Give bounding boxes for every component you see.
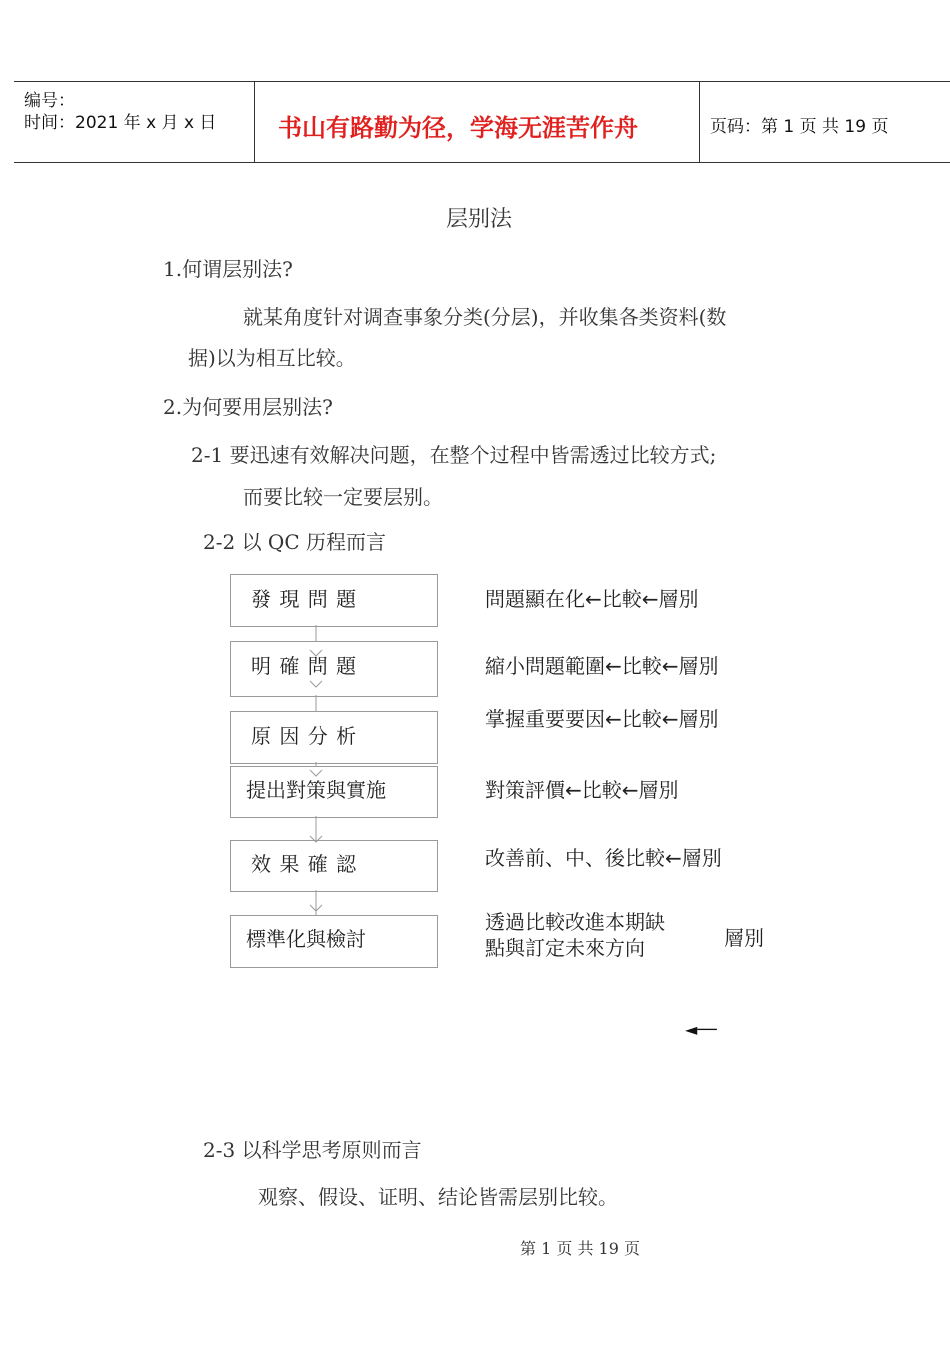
flow-note: 縮小問題範圍←比較←層別 xyxy=(485,654,719,678)
paragraph-line: 观察、假设、证明、结论皆需层别比较。 xyxy=(258,1185,618,1209)
flow-step-label: 提出對策與實施 xyxy=(246,778,386,802)
flow-step-label: 原 因 分 析 xyxy=(251,724,358,748)
flow-note: 掌握重要要因←比較←層別 xyxy=(485,707,719,731)
paragraph-line: 而要比较一定要层别。 xyxy=(243,485,443,509)
flow-step-label: 標準化與檢討 xyxy=(246,927,366,951)
flow-step-label: 效 果 確 認 xyxy=(251,852,358,876)
subsection-2-2: 2-2 以 QC 历程而言 xyxy=(203,530,386,554)
page-footer: 第 1 页 共 19 页 xyxy=(520,1239,640,1258)
section-heading-2: 2.为何要用层别法? xyxy=(163,395,333,419)
header-page-label: 页码：第 1 页 共 19 页 xyxy=(710,117,889,137)
header-motto: 书山有路勤为径，学海无涯苦作舟 xyxy=(278,114,638,142)
subsection-2-3: 2-3 以科学思考原则而言 xyxy=(203,1138,422,1162)
flow-note: 點與訂定未來方向 xyxy=(485,936,645,960)
flow-note-tail: 層別 xyxy=(724,926,764,950)
flow-step-label: 發 現 問 題 xyxy=(251,587,358,611)
flow-note: 問題顯在化←比較←層別 xyxy=(485,587,699,611)
paragraph-line: 据)以为相互比较。 xyxy=(188,346,356,370)
page-title: 层别法 xyxy=(446,207,513,232)
flow-note: 改善前、中、後比較←層別 xyxy=(485,846,722,870)
flow-note: 透過比較改進本期缺 xyxy=(485,910,665,934)
doc-time-label: 时间：2021 年 x 月 x 日 xyxy=(24,113,217,133)
left-arrow-icon: ◄── xyxy=(685,1020,717,1039)
section-heading-1: 1.何谓层别法? xyxy=(163,257,293,281)
doc-number-label: 编号： xyxy=(24,91,75,111)
flow-note: 對策評價←比較←層別 xyxy=(485,778,679,802)
flow-step-label: 明 確 問 題 xyxy=(251,654,358,678)
subsection-2-1: 2-1 要迅速有效解决问题，在整个过程中皆需透过比较方式; xyxy=(191,443,717,467)
paragraph-line: 就某角度针对调查事象分类(分层)，并收集各类资料(数 xyxy=(243,305,727,329)
